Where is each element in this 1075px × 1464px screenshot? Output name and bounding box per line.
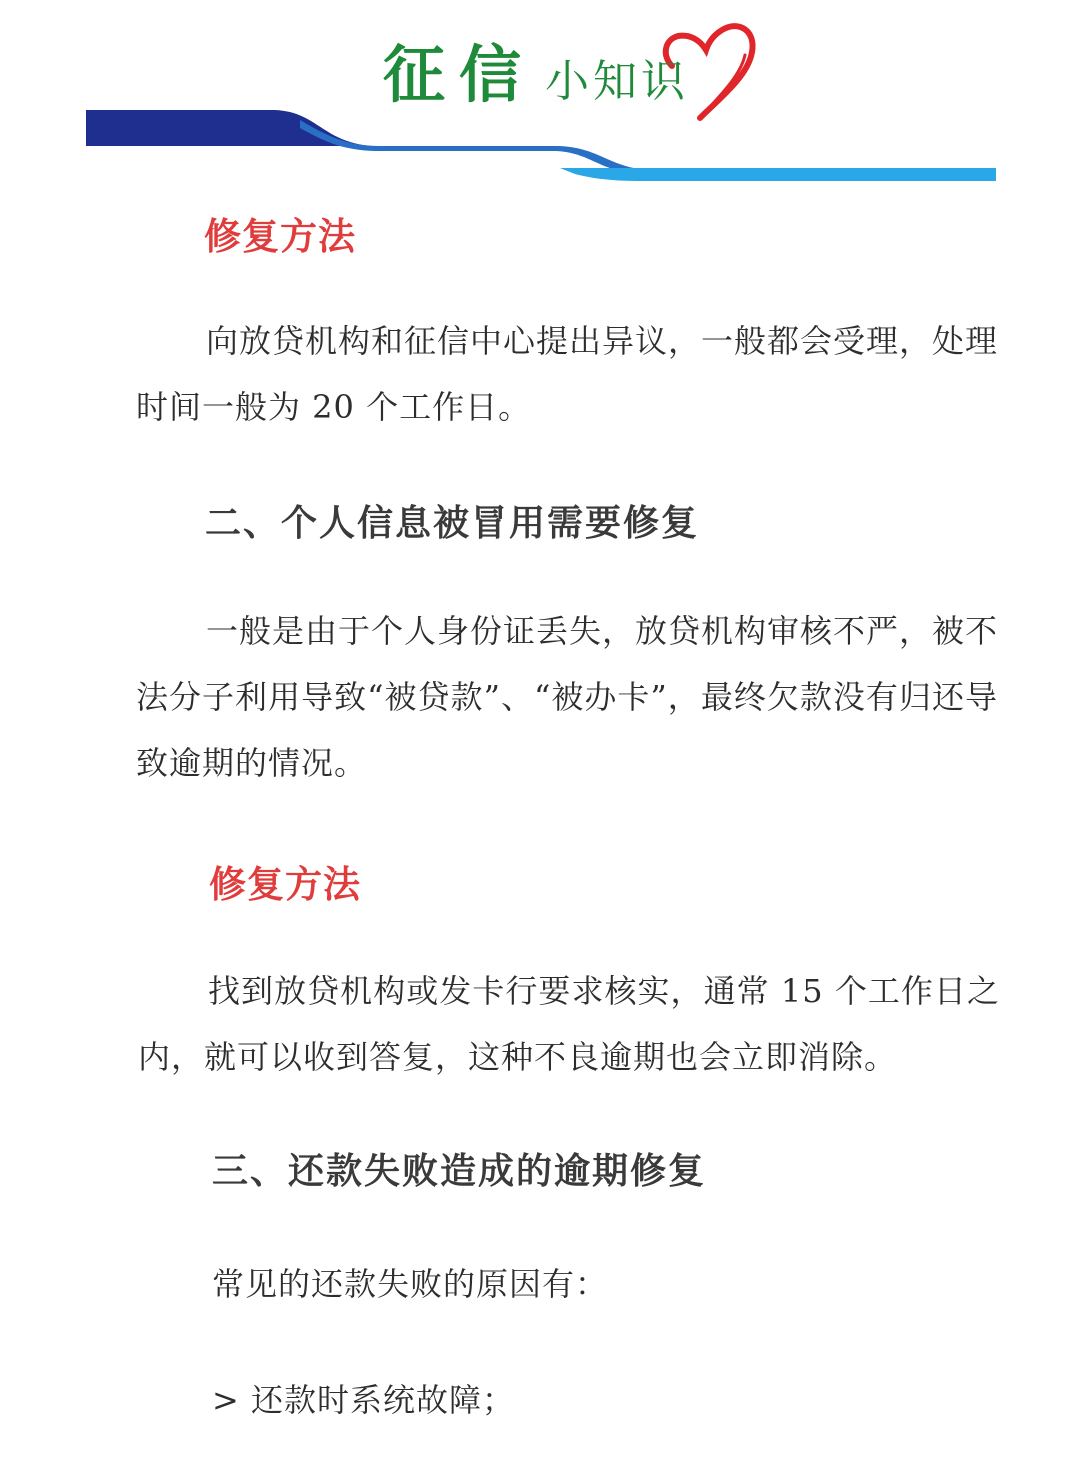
repair-method-heading-1: 修复方法 <box>204 214 356 258</box>
header-banner <box>0 0 1075 200</box>
brand-subtitle: 小知识 <box>545 56 689 107</box>
header-wave-band <box>0 0 1075 200</box>
paragraph-1: 向放贷机构和征信中心提出异议，一般都会受理，处理时间一般为 20 个工作日。 <box>136 322 999 426</box>
brand-title: 征信 <box>383 38 536 111</box>
reason-item-1: > 还款时系统故障； <box>212 1381 515 1419</box>
repair-method-heading-2: 修复方法 <box>209 862 361 906</box>
section-heading-3: 三、还款失败造成的逾期修复 <box>212 1151 707 1192</box>
paragraph-2: 一般是由于个人身份证丢失，放贷机构审核不严，被不法分子利用导致“被贷款”、“被办卡”，最终欠款没有归还导致逾期的情况。 <box>136 612 999 782</box>
paragraph-3: 找到放贷机构或发卡行要求核实，通常 15 个工作日之内，就可以收到答复，这种不良逾期也会立即消除。 <box>138 972 1000 1076</box>
section-heading-2: 二、个人信息被冒用需要修复 <box>205 503 700 544</box>
reasons-intro: 常见的还款失败的原因有： <box>212 1265 609 1303</box>
